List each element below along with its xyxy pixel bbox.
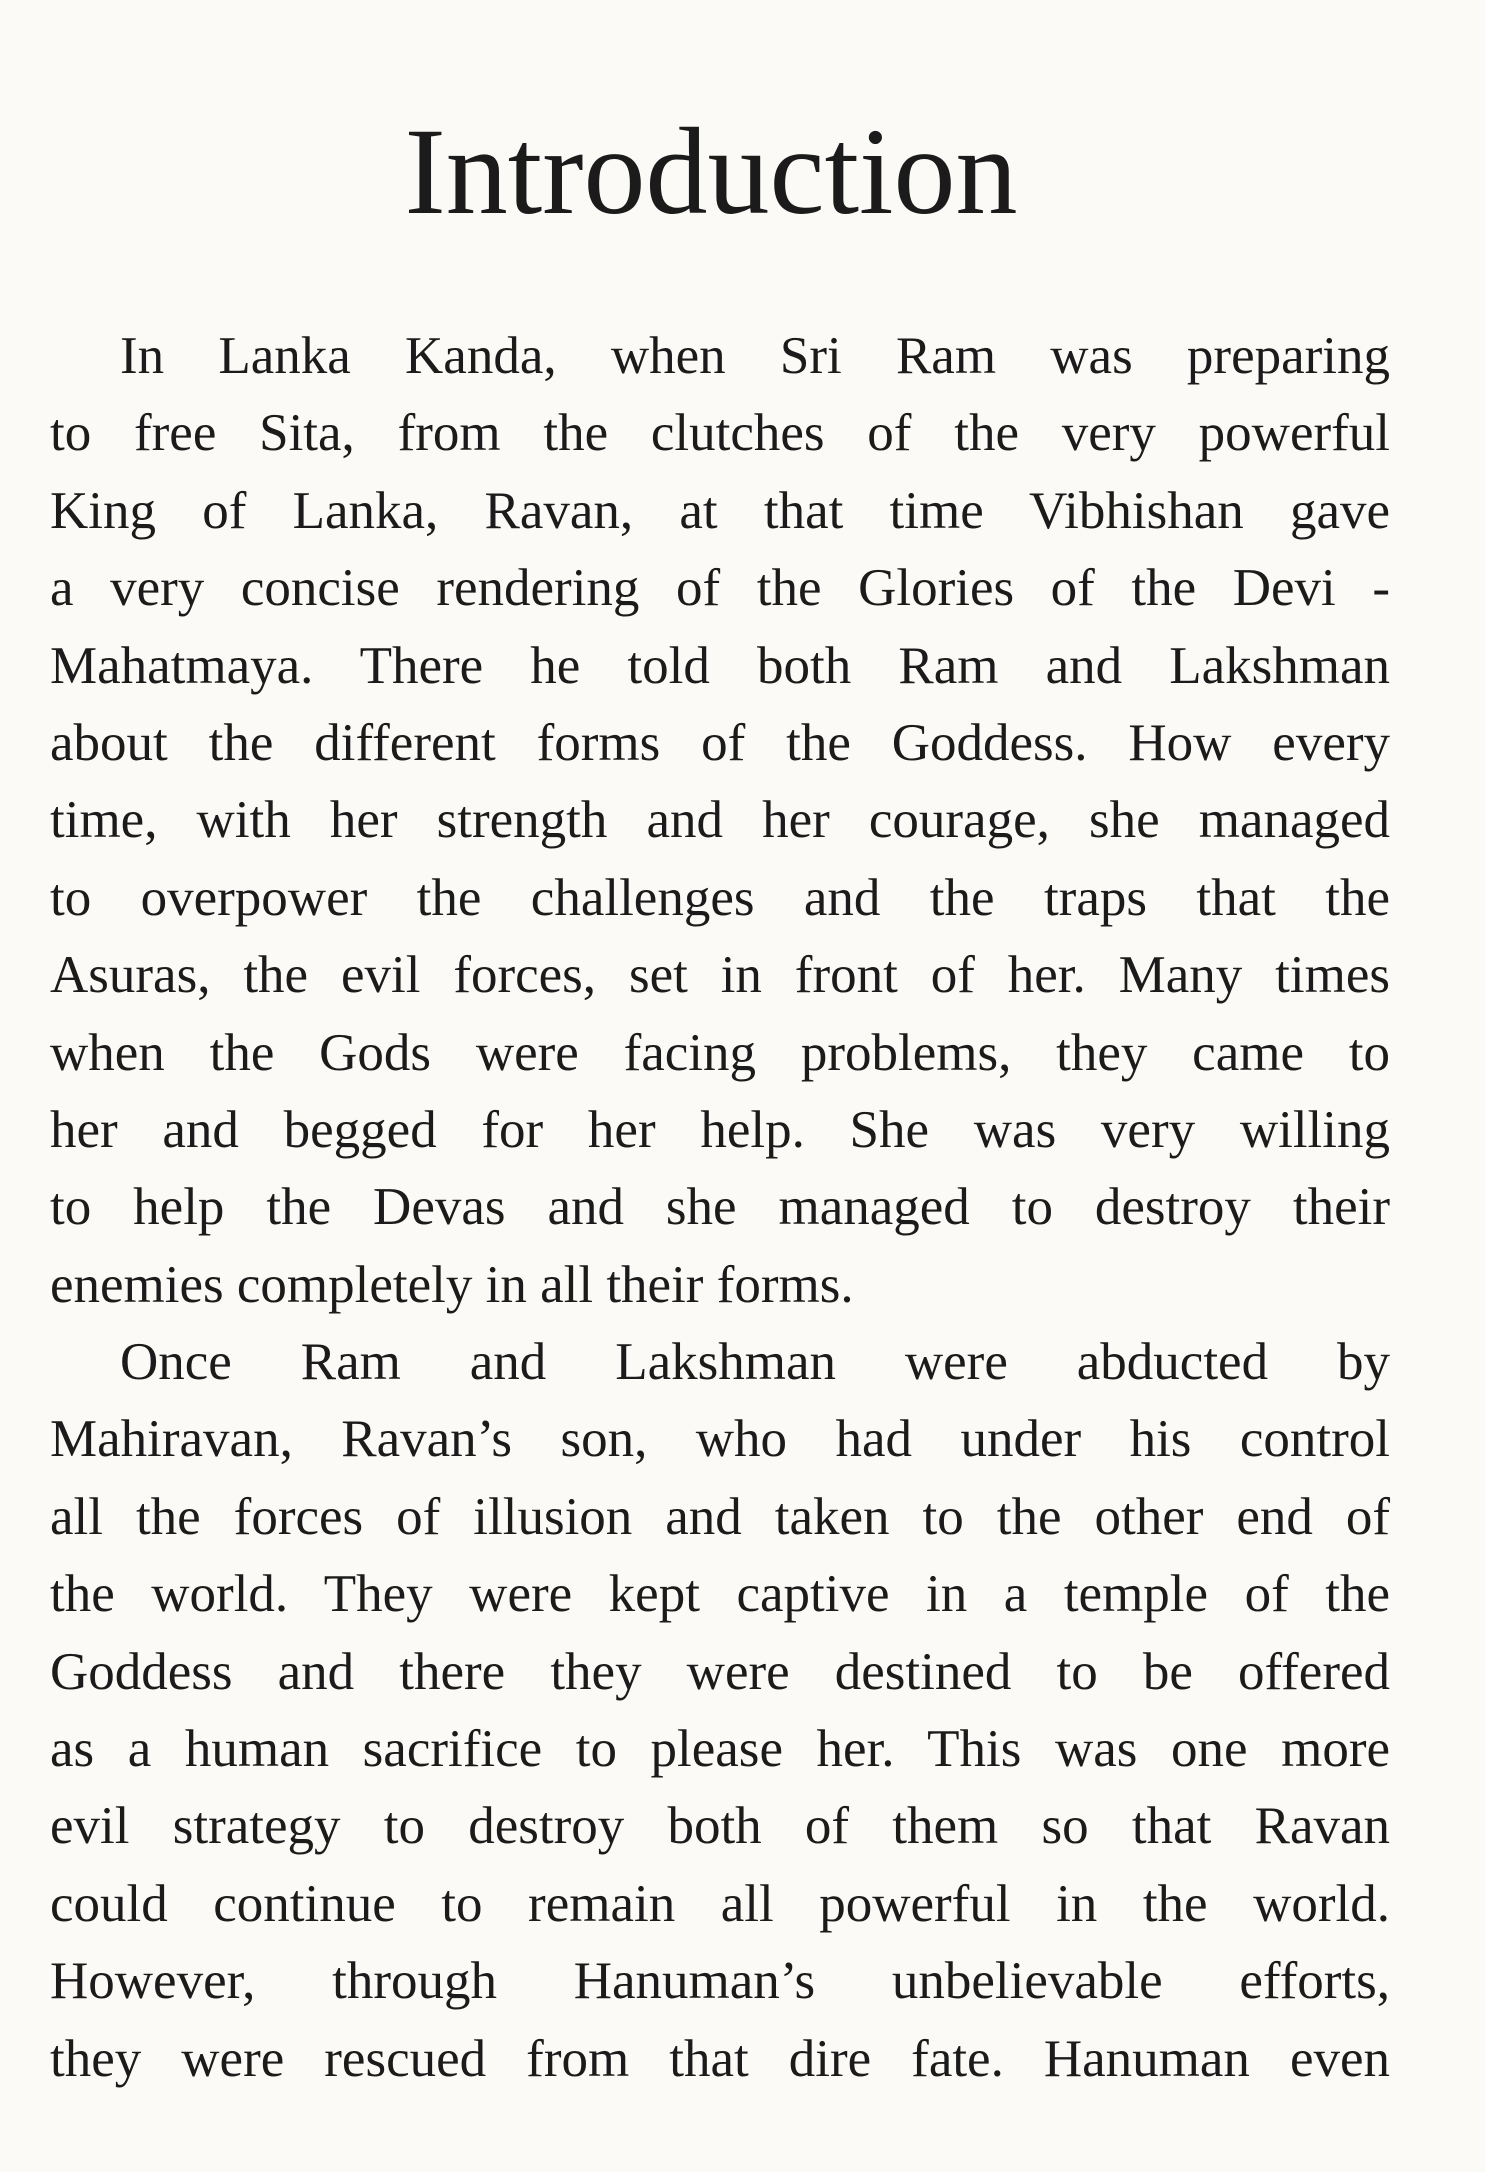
text-line: Mahiravan, Ravan’s son, who had under his control xyxy=(50,1410,1390,1469)
page-title: Introduction xyxy=(404,103,1018,240)
text-line: time, with her strength and her courage, she managed xyxy=(50,791,1390,850)
text-line: to free Sita, from the clutches of the very powerful xyxy=(50,404,1390,463)
text-line: could continue to remain all powerful in the world. xyxy=(50,1874,1390,1933)
text-line: Goddess and there they were destined to be offered xyxy=(50,1642,1390,1701)
text-line: as a human sacrifice to please her. This was one more xyxy=(50,1720,1390,1779)
text-line: Once Ram and Lakshman were abducted by xyxy=(120,1333,1390,1392)
paragraph-1 xyxy=(50,318,1390,1324)
text-line: her and begged for her help. She was very willing xyxy=(50,1100,1390,1159)
text-line: However, through Hanuman’s unbelievable efforts, xyxy=(50,1952,1390,2011)
body-text xyxy=(50,318,1390,2098)
text-line: In Lanka Kanda, when Sri Ram was preparing xyxy=(120,327,1390,385)
text-line: about the different forms of the Goddess. How every xyxy=(50,713,1390,772)
text-line: Asuras, the evil forces, set in front of her. Many times xyxy=(50,946,1390,1005)
text-line: when the Gods were facing problems, they came to xyxy=(50,1023,1390,1082)
text-line: Mahatmaya. There he told both Ram and Lakshman xyxy=(50,636,1390,695)
text-line: King of Lanka, Ravan, at that time Vibhishan gave xyxy=(50,481,1390,540)
paragraph-2 xyxy=(50,1324,1390,2098)
text-line: enemies completely in all their forms. xyxy=(50,1255,854,1314)
text-line: a very concise rendering of the Glories of the Devi - xyxy=(50,559,1390,618)
text-line: to help the Devas and she managed to destroy their xyxy=(50,1178,1390,1237)
text-line: they were rescued from that dire fate. Hanuman even xyxy=(50,2029,1390,2088)
text-line: all the forces of illusion and taken to the other end of xyxy=(50,1487,1390,1546)
text-line: evil strategy to destroy both of them so that Ravan xyxy=(50,1797,1390,1856)
text-line: the world. They were kept captive in a temple of the xyxy=(50,1565,1390,1624)
text-line: to overpower the challenges and the traps that the xyxy=(50,868,1390,927)
